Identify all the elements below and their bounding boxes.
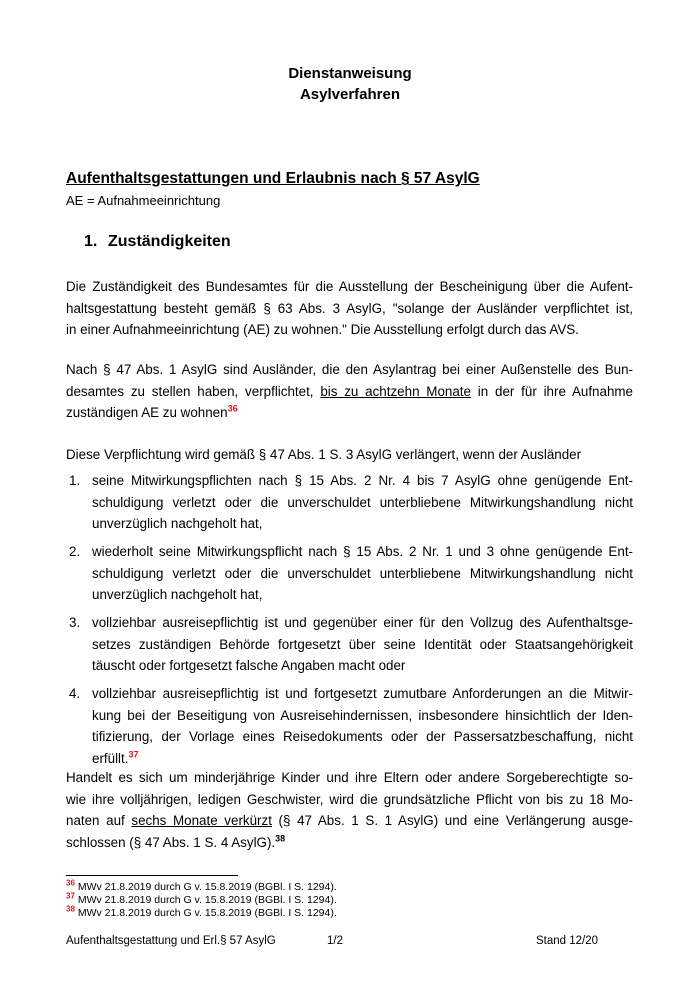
list-item-text xyxy=(92,683,633,769)
list-line: schuldigung verletzt oder die unverschuldet unterbliebene Mitwirkungshandlung nicht xyxy=(92,565,633,581)
paragraph-line xyxy=(66,832,633,854)
list-item-number: 3. xyxy=(69,615,81,630)
list-line: vollziehbar ausreisepflichtig ist und gegenüber einer für den Vollzug des Aufenthaltsge- xyxy=(92,615,633,630)
list-line: tifizierung, der Vorlage eines Reisedokuments oder der Passersatzbeschaffung, nicht xyxy=(92,729,633,744)
footnote-text: MWv 21.8.2019 durch G v. 15.8.2019 (BGBl. I S. 1294). xyxy=(77,881,337,893)
abbreviation-note: AE = Aufnahmeeinrichtung xyxy=(66,193,221,208)
paragraph-residence-obligation xyxy=(66,359,633,424)
list-line: setzes zuständigen Behörde fortgesetzt über seine Identität oder Staatsangehörigkeit xyxy=(92,636,633,652)
list-item-text xyxy=(92,470,633,535)
list-line: schuldigung verletzt oder die unverschuldet unterbliebene Mitwirkungshandlung nicht xyxy=(92,494,633,510)
paragraph-line: Handelt es sich um minderjährige Kinder und ihre Eltern oder andere Sorgeberechtigte so- xyxy=(66,770,633,785)
footnotes xyxy=(66,878,337,920)
footer-document-label: Aufenthaltsgestattung und Erl.§ 57 AsylG xyxy=(66,935,276,947)
list-item-number: 4. xyxy=(69,686,81,701)
footnote-ref-37[interactable]: 37 xyxy=(128,749,139,760)
list-item-number: 2. xyxy=(69,544,81,559)
paragraph-line xyxy=(66,810,633,832)
footnote-text: MWv 21.8.2019 durch G v. 15.8.2019 (BGBl. I S. 1294). xyxy=(77,894,337,906)
paragraph-line: Nach § 47 Abs. 1 AsylG sind Ausländer, die den Asylantrag bei einer Außenstelle des Bun- xyxy=(66,362,633,377)
list-item-number: 1. xyxy=(69,473,81,488)
document-title: Dienstanweisung xyxy=(288,65,412,82)
paragraph-line xyxy=(66,402,633,424)
list-line: täuscht oder fortgesetzt falsche Angaben macht oder xyxy=(92,658,406,673)
footer-page-number: 1/2 xyxy=(327,935,343,947)
text-segment: schlossen (§ 47 Abs. 1 S. 4 AsylG). xyxy=(66,834,276,850)
paragraph-line: Diese Verpflichtung wird gemäß § 47 Abs. 1 S. 3 AsylG verlängert, wenn der Ausländer xyxy=(66,447,582,462)
footnote-ref-38[interactable]: 38 xyxy=(275,833,286,844)
footnote-text: MWv 21.8.2019 durch G v. 15.8.2019 (BGBl. I S. 1294). xyxy=(77,907,337,919)
list-line: unverzüglich nachgeholt hat, xyxy=(92,516,263,531)
text-segment: (§ 47 Abs. 1 S. 1 AsylG) und eine Verlängerung ausge- xyxy=(271,813,633,828)
paragraph-line: haltsgestattung besteht gemäß § 63 Abs. 3 AsylG, "solange der Ausländer verpflichtet ist, xyxy=(66,300,633,316)
footer-version: Stand 12/20 xyxy=(536,935,599,947)
paragraph-line: wie ihre volljährigen, ledigen Geschwister, wird die grundsätzliche Pflicht von bis zu 18 Mo- xyxy=(66,791,633,807)
footnote-item xyxy=(66,891,337,907)
footnote-separator xyxy=(66,875,238,876)
footnote-item xyxy=(66,904,337,920)
paragraph-extension xyxy=(66,444,633,466)
section-heading: Aufenthaltsgestattungen und Erlaubnis nach § 57 AsylG xyxy=(66,170,480,187)
text-segment: naten auf xyxy=(66,813,132,828)
footnote-ref-36[interactable]: 36 xyxy=(227,403,238,414)
text-segment: desamtes zu stellen haben, verpflichtet, xyxy=(66,383,321,399)
list-item-text xyxy=(92,612,633,677)
footnote-number: 37 xyxy=(66,891,75,901)
list-item-text xyxy=(92,541,633,606)
subsection-heading xyxy=(84,233,231,251)
list-line xyxy=(92,748,633,770)
list-line: kung bei der Beseitigung von Ausreisehindernissen, insbesondere hinsichtlich der Iden- xyxy=(92,707,633,723)
list-line: wiederholt seine Mitwirkungspflicht nach § 15 Abs. 2 Nr. 1 und 3 ohne genügende Ent- xyxy=(92,544,633,559)
paragraph-line: in einer Aufnahmeeinrichtung (AE) zu wohnen." Die Ausstellung erfolgt durch das AVS. xyxy=(66,322,579,337)
underlined-text: sechs Monate verkürzt xyxy=(131,813,272,828)
list-line: vollziehbar ausreisepflichtig ist und fortgesetzt zumutbare Anforderungen an die Mitwir- xyxy=(92,686,633,701)
subsection-title: Zuständigkeiten xyxy=(108,233,231,250)
list-line: unverzüglich nachgeholt hat, xyxy=(92,587,263,602)
paragraph-competence xyxy=(66,276,633,341)
footnote-number: 36 xyxy=(66,878,75,888)
subsection-number: 1. xyxy=(84,233,98,250)
paragraph-minors xyxy=(66,767,633,853)
underlined-text: bis zu achtzehn Monate xyxy=(320,383,471,399)
text-segment: erfüllt. xyxy=(92,750,129,766)
text-segment: in der für ihre Aufnahme xyxy=(470,383,633,399)
footnote-number: 38 xyxy=(66,904,75,914)
footnote-item xyxy=(66,878,337,894)
paragraph-line xyxy=(66,381,633,403)
document-subtitle: Asylverfahren xyxy=(299,86,401,103)
paragraph-line: Die Zuständigkeit des Bundesamtes für die Ausstellung der Bescheinigung über die Aufent- xyxy=(66,279,633,294)
text-segment: zuständigen AE zu wohnen xyxy=(66,405,228,420)
list-line: seine Mitwirkungspflichten nach § 15 Abs. 2 Nr. 4 bis 7 AsylG ohne genügende Ent- xyxy=(92,473,633,488)
